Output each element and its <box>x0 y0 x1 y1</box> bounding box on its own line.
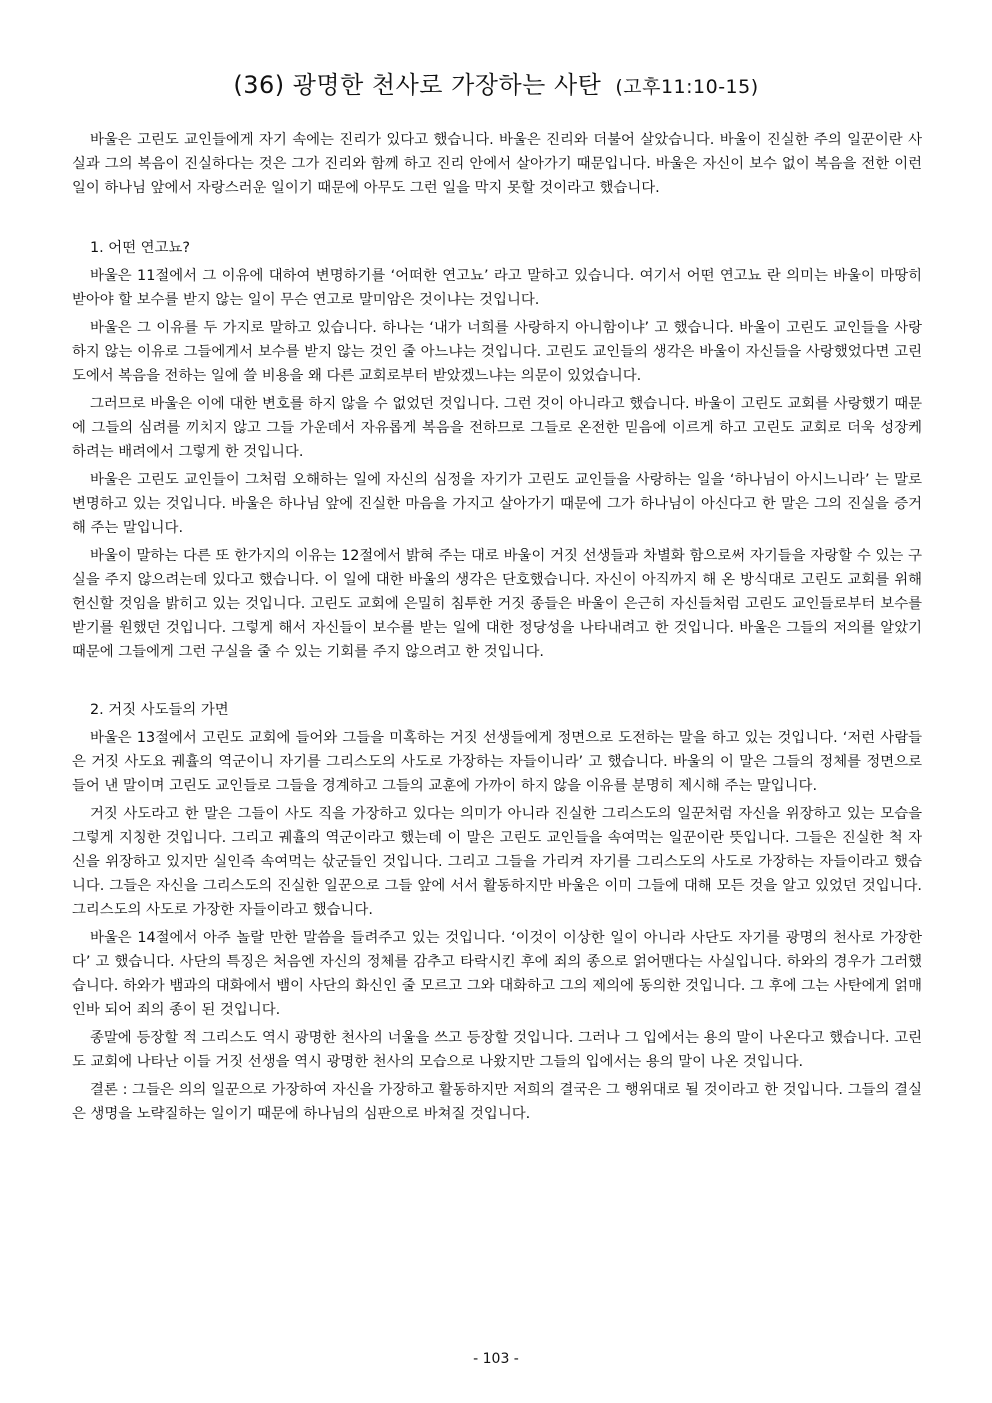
page-number: - 103 - <box>473 1351 519 1367</box>
section-1-paragraph-2: 바울은 그 이유를 두 가지로 말하고 있습니다. 하나는 ‘내가 너희를 사랑하지 아니함이냐’ 고 했습니다. 바울이 고린도 교인들을 사랑하지 않는 이유로 그들에게서 보수를 받지 않는 것인 줄 아느냐는 것입니다. 고린도 교인들의 생각은 바울이 자신들을 사랑했었다면 고린도에서 복음을 전하는 일에 쓸 비용을 왜 다른 교회로부터 받았겠느냐는 의문이 있었습니다. <box>72 320 922 384</box>
section-1-paragraph-4: 바울은 고린도 교인들이 그처럼 오해하는 일에 자신의 심정을 자기가 고린도 교인들을 사랑하는 일을 ‘하나님이 아시느니라’ 는 말로 변명하고 있는 것입니다. 바울은 하나님 앞에 진실한 마음을 가지고 살아가기 때문에 그가 하나님이 아신다고 한 말은 그의 진실을 증거 해 주는 말입니다. <box>72 472 922 536</box>
section-1-heading: 1. 어떤 연고뇨? <box>90 240 191 256</box>
section-2-heading: 2. 거짓 사도들의 가면 <box>90 702 229 718</box>
document-body <box>72 128 922 1130</box>
section-1-paragraph-5: 바울이 말하는 다른 또 한가지의 이유는 12절에서 밝혀 주는 대로 바울이 거짓 선생들과 차별화 함으로써 자기들을 자랑할 수 있는 구실을 주지 않으려는데 있다고 했습니다. 이 일에 대한 바울의 생각은 단호했습니다. 자신이 아직까지 해 온 방식대로 고린도 교회를 위해 헌신할 것임을 밝히고 있는 것입니다. 고린도 교회에 은밀히 침투한 거짓 종들은 바울이 은근히 자신들처럼 고린도 교인들로부터 보수를 받기를 원했던 것입니다. 그렇게 해서 자신들이 보수를 받는 일에 대한 정당성을 나타내려고 한 것입니다. 바울은 그들의 저의를 알았기 때문에 그들에게 그런 구실을 줄 수 있는 기회를 주지 않으려고 한 것입니다. <box>72 548 922 660</box>
page-title <box>0 68 992 104</box>
section-1-paragraph-1: 바울은 11절에서 그 이유에 대하여 변명하기를 ‘어떠한 연고뇨’ 라고 말하고 있습니다. 여기서 어떤 연고뇨 란 의미는 바울이 마땅히 받아야 할 보수를 받지 않는 일이 무슨 연고로 말미암은 것이냐는 것입니다. <box>72 268 922 308</box>
section-2-paragraph-1: 바울은 13절에서 고린도 교회에 들어와 그들을 미혹하는 거짓 선생들에게 정면으로 도전하는 말을 하고 있는 것입니다. ‘저런 사람들은 거짓 사도요 궤휼의 역군이니 자기를 그리스도의 사도로 가장하는 자들이니라’ 고 했습니다. 바울의 이 말은 그들의 정체를 정면으로 들어 낸 말이며 고린도 교인들로 그들을 경계하고 그들의 교훈에 가까이 하지 않을 이유를 분명히 제시해 주는 말입니다. <box>72 730 922 794</box>
section-1-paragraph-3: 그러므로 바울은 이에 대한 변호를 하지 않을 수 없었던 것입니다. 그런 것이 아니라고 했습니다. 바울이 고린도 교회를 사랑했기 때문에 그들의 심려를 끼치지 않고 그들 가운데서 자유롭게 복음을 전하므로 그들로 온전한 믿음에 이르게 하고 고린도 교회로 더욱 성장케 하려는 배려에서 그렇게 한 것입니다. <box>72 396 922 460</box>
title-main: (36) 광명한 천사로 가장하는 사탄 <box>233 71 602 99</box>
title-scripture-reference: (고후11:10-15) <box>615 76 759 98</box>
section-2-paragraph-4: 종말에 등장할 적 그리스도 역시 광명한 천사의 너울을 쓰고 등장할 것입니다. 그러나 그 입에서는 용의 말이 나온다고 했습니다. 고린도 교회에 나타난 이들 거짓 선생을 역시 광명한 천사의 모습으로 나왔지만 그들의 입에서는 용의 말이 나온 것입니다. <box>72 1030 922 1070</box>
intro-paragraph: 바울은 고린도 교인들에게 자기 속에는 진리가 있다고 했습니다. 바울은 진리와 더불어 살았습니다. 바울이 진실한 주의 일꾼이란 사실과 그의 복음이 진실하다는 것은 그가 진리와 함께 하고 진리 안에서 살아가기 때문입니다. 바울은 자신이 보수 없이 복음을 전한 이런 일이 하나님 앞에서 자랑스러운 일이기 때문에 아무도 그런 일을 막지 못할 것이라고 했습니다. <box>72 132 922 196</box>
conclusion-paragraph: 결론 : 그들은 의의 일꾼으로 가장하여 자신을 가장하고 활동하지만 저희의 결국은 그 행위대로 될 것이라고 한 것입니다. 그들의 결실은 생명을 노략질하는 일이기 때문에 하나님의 심판으로 바쳐질 것입니다. <box>72 1082 922 1122</box>
section-2-paragraph-3: 바울은 14절에서 아주 놀랄 만한 말씀을 들려주고 있는 것입니다. ‘이것이 이상한 일이 아니라 사단도 자기를 광명의 천사로 가장한다’ 고 했습니다. 사단의 특징은 처음엔 자신의 정체를 감추고 타락시킨 후에 죄의 종으로 얽어맨다는 사실입니다. 하와의 경우가 그러했습니다. 하와가 뱀과의 대화에서 뱀이 사단의 화신인 줄 모르고 그와 대화하고 그의 제의에 동의한 것입니다. 그 후에 그는 사탄에게 얽매인바 되어 죄의 종이 된 것입니다. <box>72 930 922 1018</box>
section-2-paragraph-2: 거짓 사도라고 한 말은 그들이 사도 직을 가장하고 있다는 의미가 아니라 진실한 그리스도의 일꾼처럼 자신을 위장하고 있는 모습을 그렇게 지칭한 것입니다. 그리고 궤휼의 역군이라고 했는데 이 말은 고린도 교인들을 속여먹는 일꾼이란 뜻입니다. 그들은 진실한 척 자신을 위장하고 있지만 실인즉 속여먹는 삯군들인 것입니다. 그리고 그들을 가리켜 자기를 그리스도의 사도로 가장하는 자들이라고 했습니다. 그들은 자신을 그리스도의 진실한 일꾼으로 그들 앞에 서서 활동하지만 바울은 이미 그들에 대해 모든 것을 알고 있었던 것입니다. 그리스도의 사도로 가장한 자들이라고 했습니다. <box>72 806 922 918</box>
